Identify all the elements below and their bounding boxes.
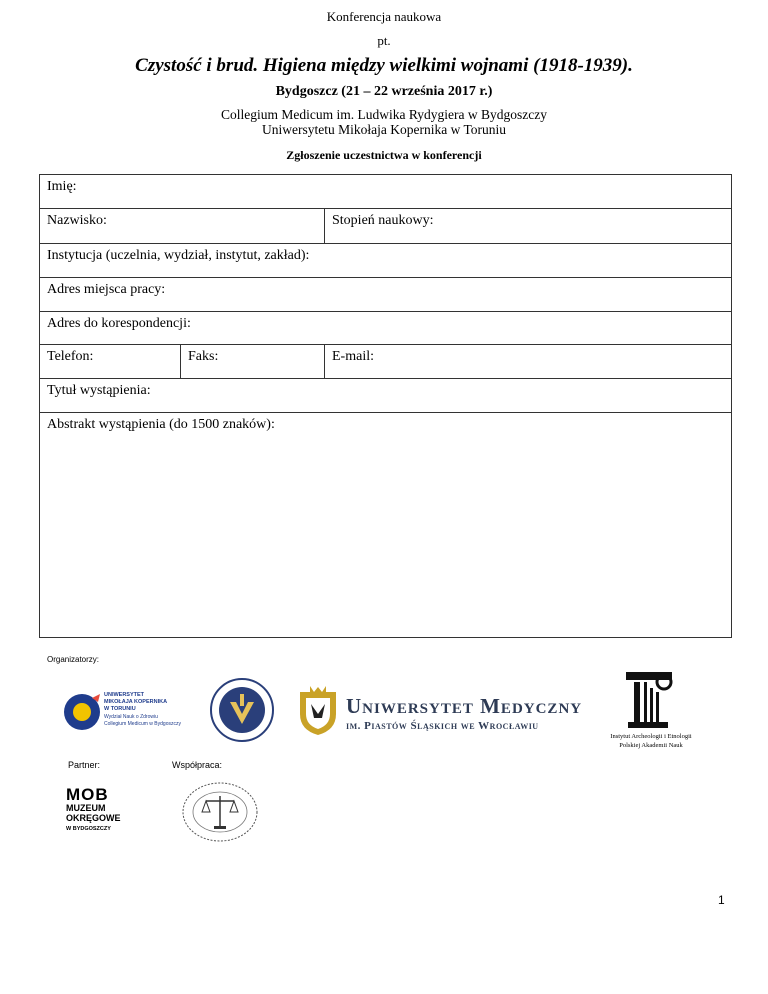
field-instytucja[interactable] — [40, 244, 731, 277]
mob-text-2: OKRĘGOWE — [66, 813, 121, 823]
field-telefon[interactable] — [40, 345, 180, 378]
iae-pan-logo — [596, 668, 706, 758]
umw-crest-icon — [296, 684, 340, 736]
row-imie — [40, 175, 731, 209]
conference-type: Konferencja naukowa — [326, 9, 442, 24]
umk-text-1: UNIWERSYTET — [104, 692, 145, 698]
label-abstrakt: Abstrakt wystąpienia (do 1500 znaków): — [47, 417, 275, 432]
field-email[interactable] — [324, 345, 731, 378]
field-tytul[interactable] — [40, 379, 731, 412]
label-adres-koresp: Adres do korespondencji: — [47, 316, 191, 331]
mob-logo — [66, 786, 126, 840]
iae-text-2: Polskiej Akademii Nauk — [619, 742, 683, 749]
row-abstrakt — [40, 413, 731, 637]
conference-title: Czystość i brud. Higiena między wielkimi wojnami (1918-1939). — [135, 55, 633, 76]
partner-label: Partner: — [68, 760, 101, 770]
umk-text-5: Collegium Medicum w Bydgoszczy — [104, 721, 181, 727]
label-stopien: Stopień naukowy: — [332, 213, 434, 228]
page-number: 1 — [718, 893, 725, 907]
scales-icon — [180, 780, 260, 844]
field-abstrakt[interactable] — [40, 413, 731, 637]
conference-place-date: Bydgoszcz (21 – 22 września 2017 r.) — [275, 84, 493, 99]
label-adres-pracy: Adres miejsca pracy: — [47, 282, 166, 297]
row-instytucja — [40, 244, 731, 278]
wspolpraca-label: Współpraca: — [172, 760, 223, 770]
label-nazwisko: Nazwisko: — [47, 213, 107, 228]
label-instytucja: Instytucja (uczelnia, wydział, instytut, zakład): — [47, 248, 310, 263]
organizers-label: Organizatorzy: — [47, 655, 100, 664]
justice-stamp-logo — [180, 780, 260, 844]
row-adres-pracy — [40, 278, 731, 312]
label-imie: Imię: — [47, 179, 77, 194]
umw-name: Uniwersytet Medyczny — [346, 694, 583, 718]
field-faks[interactable] — [180, 345, 324, 378]
umw-subname: im. Piastów Śląskich we Wrocławiu — [346, 720, 539, 732]
umk-text-4: Wydział Nauk o Zdrowiu — [104, 714, 158, 720]
form-title: Zgłoszenie uczestnictwa w konferencji — [286, 148, 482, 162]
field-imie[interactable] — [40, 175, 731, 208]
umk-logo — [62, 690, 202, 736]
row-adres-koresp — [40, 312, 731, 345]
umk-text-2: MIKOŁAJA KOPERNIKA — [104, 699, 168, 705]
field-adres-koresp[interactable] — [40, 312, 731, 344]
label-faks: Faks: — [188, 349, 219, 364]
umk-emblem-icon — [62, 692, 102, 732]
institution-line-2: Uniwersytetu Mikołaja Kopernika w Toruniu — [261, 122, 506, 137]
seal-logo — [208, 676, 276, 744]
umw-logo — [296, 684, 606, 738]
seal-emblem-icon — [208, 676, 276, 744]
registration-form — [39, 174, 732, 638]
row-nazwisko — [40, 209, 731, 244]
field-adres-pracy[interactable] — [40, 278, 731, 311]
umk-text-3: W TORUNIU — [104, 706, 136, 712]
mob-title: MOB — [66, 785, 109, 804]
iae-column-icon — [624, 668, 674, 730]
field-nazwisko[interactable] — [40, 209, 324, 243]
iae-text-1: Instytut Archeologii i Etnologii — [610, 733, 692, 740]
row-tytul — [40, 379, 731, 413]
institution-line-1: Collegium Medicum im. Ludwika Rydygiera w Bydgoszczy — [220, 107, 548, 122]
pt-label: pt. — [377, 33, 391, 48]
label-telefon: Telefon: — [47, 349, 94, 364]
label-tytul: Tytuł wystąpienia: — [47, 383, 151, 398]
mob-text-1: MUZEUM — [66, 803, 106, 813]
field-stopien[interactable] — [324, 209, 731, 243]
label-email: E-mail: — [332, 349, 374, 364]
row-kontakt — [40, 345, 731, 379]
mob-text-3: W BYDGOSZCZY — [66, 826, 111, 832]
